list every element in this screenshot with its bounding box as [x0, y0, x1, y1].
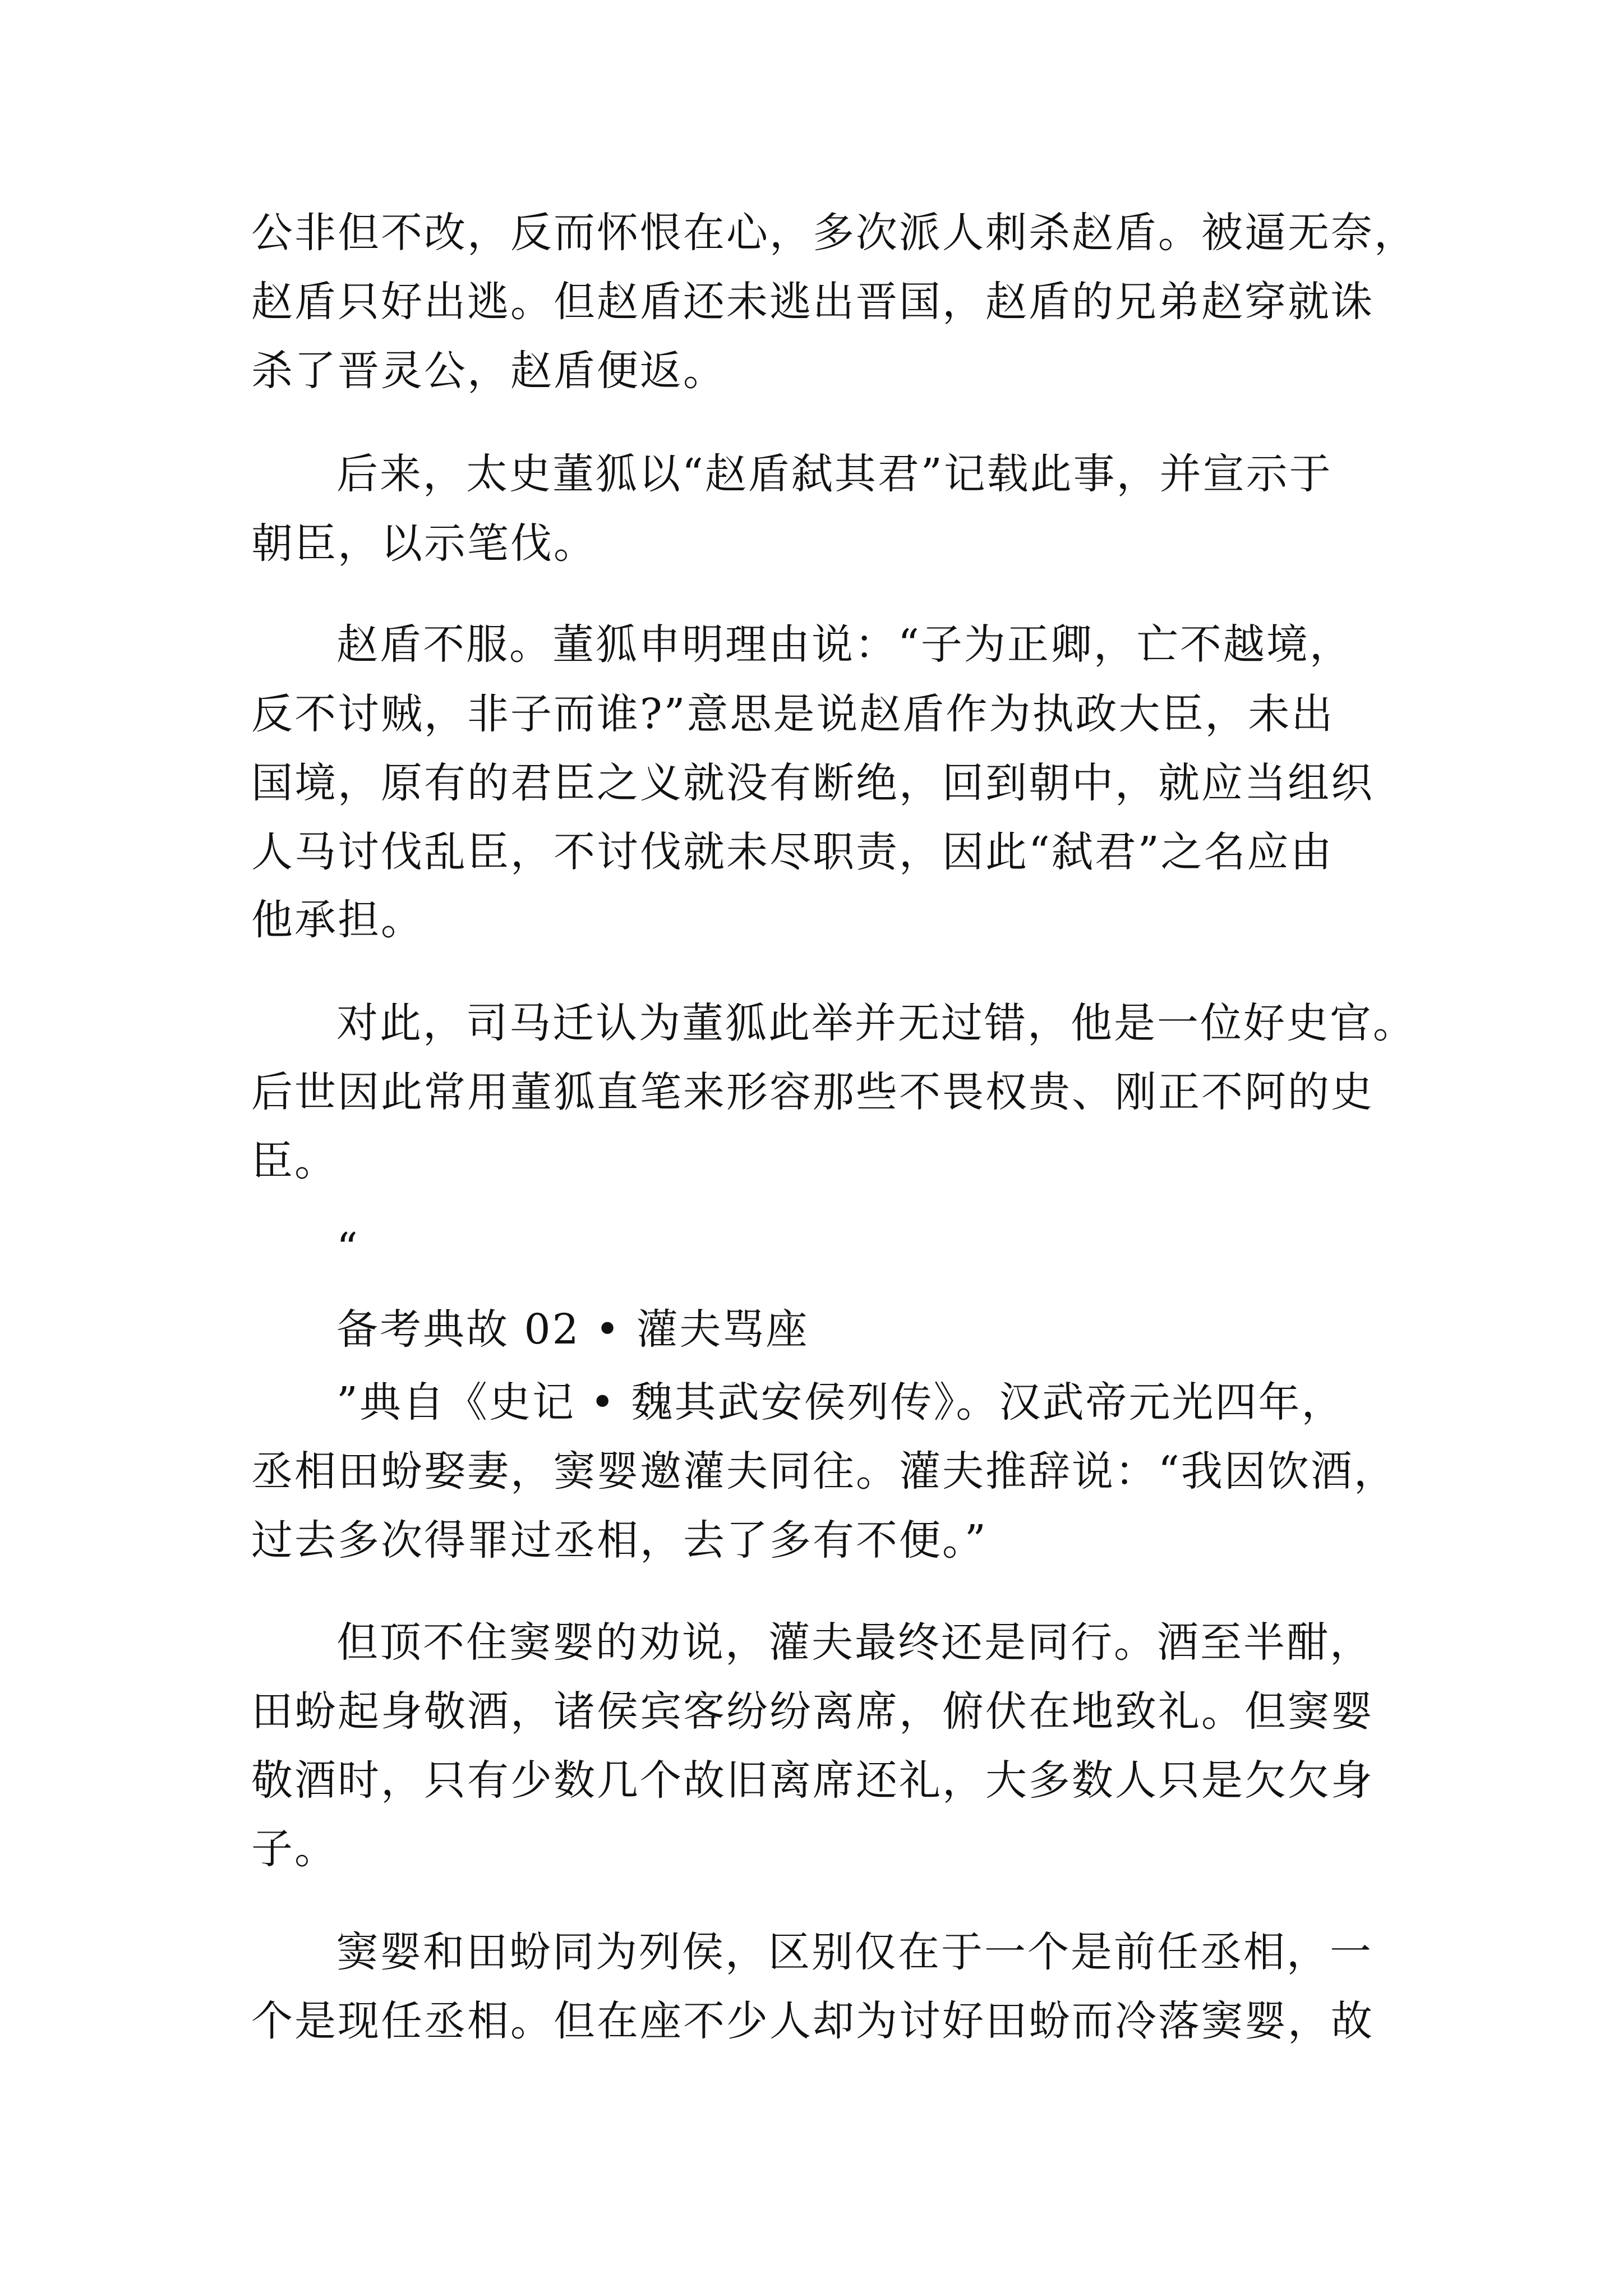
text-line: 个是现任丞相。但在座不少人却为讨好田蚡而冷落窦婴，故 — [251, 1997, 1374, 2045]
text-line: 赵盾不服。董狐申明理由说：“子为正卿，亡不越境， — [336, 620, 1353, 669]
text-line: 国境，原有的君臣之义就没有断绝，回到朝中，就应当组织 — [251, 759, 1374, 807]
text-line: 后世因此常用董狐直笔来形容那些不畏权贵、刚正不阿的史 — [251, 1068, 1374, 1116]
text-line: 对此，司马迁认为董狐此举并无过错，他是一位好史官。 — [336, 999, 1416, 1047]
text-line: 田蚡起身敬酒，诸侯宾客纷纷离席，俯伏在地致礼。但窦婴 — [251, 1687, 1374, 1736]
text-line: 赵盾只好出逃。但赵盾还未逃出晋国，赵盾的兄弟赵穿就诛 — [251, 278, 1374, 326]
text-line: 窦婴和田蚡同为列侯，区别仅在于一个是前任丞相，一 — [336, 1928, 1373, 1976]
text-line: 但顶不住窦婴的劝说，灌夫最终还是同行。酒至半酣， — [336, 1618, 1373, 1667]
text-line: 人马讨伐乱臣，不讨伐就未尽职责，因此“弑君”之名应由 — [251, 828, 1334, 876]
text-line: 他承担。 — [251, 896, 424, 944]
quote-mark: “ — [336, 1224, 359, 1272]
section-heading: 备考典故 02 • 灌夫骂座 — [336, 1305, 809, 1354]
text-line: 过去多次得罪过丞相，去了多有不便。” — [251, 1516, 988, 1565]
text-line: 朝臣，以示笔伐。 — [251, 519, 597, 568]
text-line: 反不讨贼，非子而谁?”意思是说赵盾作为执政大臣，未出 — [251, 690, 1335, 738]
text-line: 子。 — [251, 1825, 338, 1873]
text-line: 公非但不改，反而怀恨在心，多次派人刺杀赵盾。被逼无奈， — [251, 209, 1417, 257]
text-line: ”典自《史记 • 魏其武安侯列传》。汉武帝元光四年， — [336, 1378, 1345, 1427]
text-line: 杀了晋灵公，赵盾便返。 — [251, 347, 726, 395]
text-line: 后来，太史董狐以“赵盾弑其君”记载此事，并宣示于 — [336, 450, 1332, 498]
text-line: 丞相田蚡娶妻，窦婴邀灌夫同往。灌夫推辞说：“我因饮酒， — [251, 1447, 1397, 1496]
text-line: 敬酒时，只有少数几个故旧离席还礼，大多数人只是欠欠身 — [251, 1756, 1374, 1805]
text-line: 臣。 — [251, 1137, 338, 1185]
